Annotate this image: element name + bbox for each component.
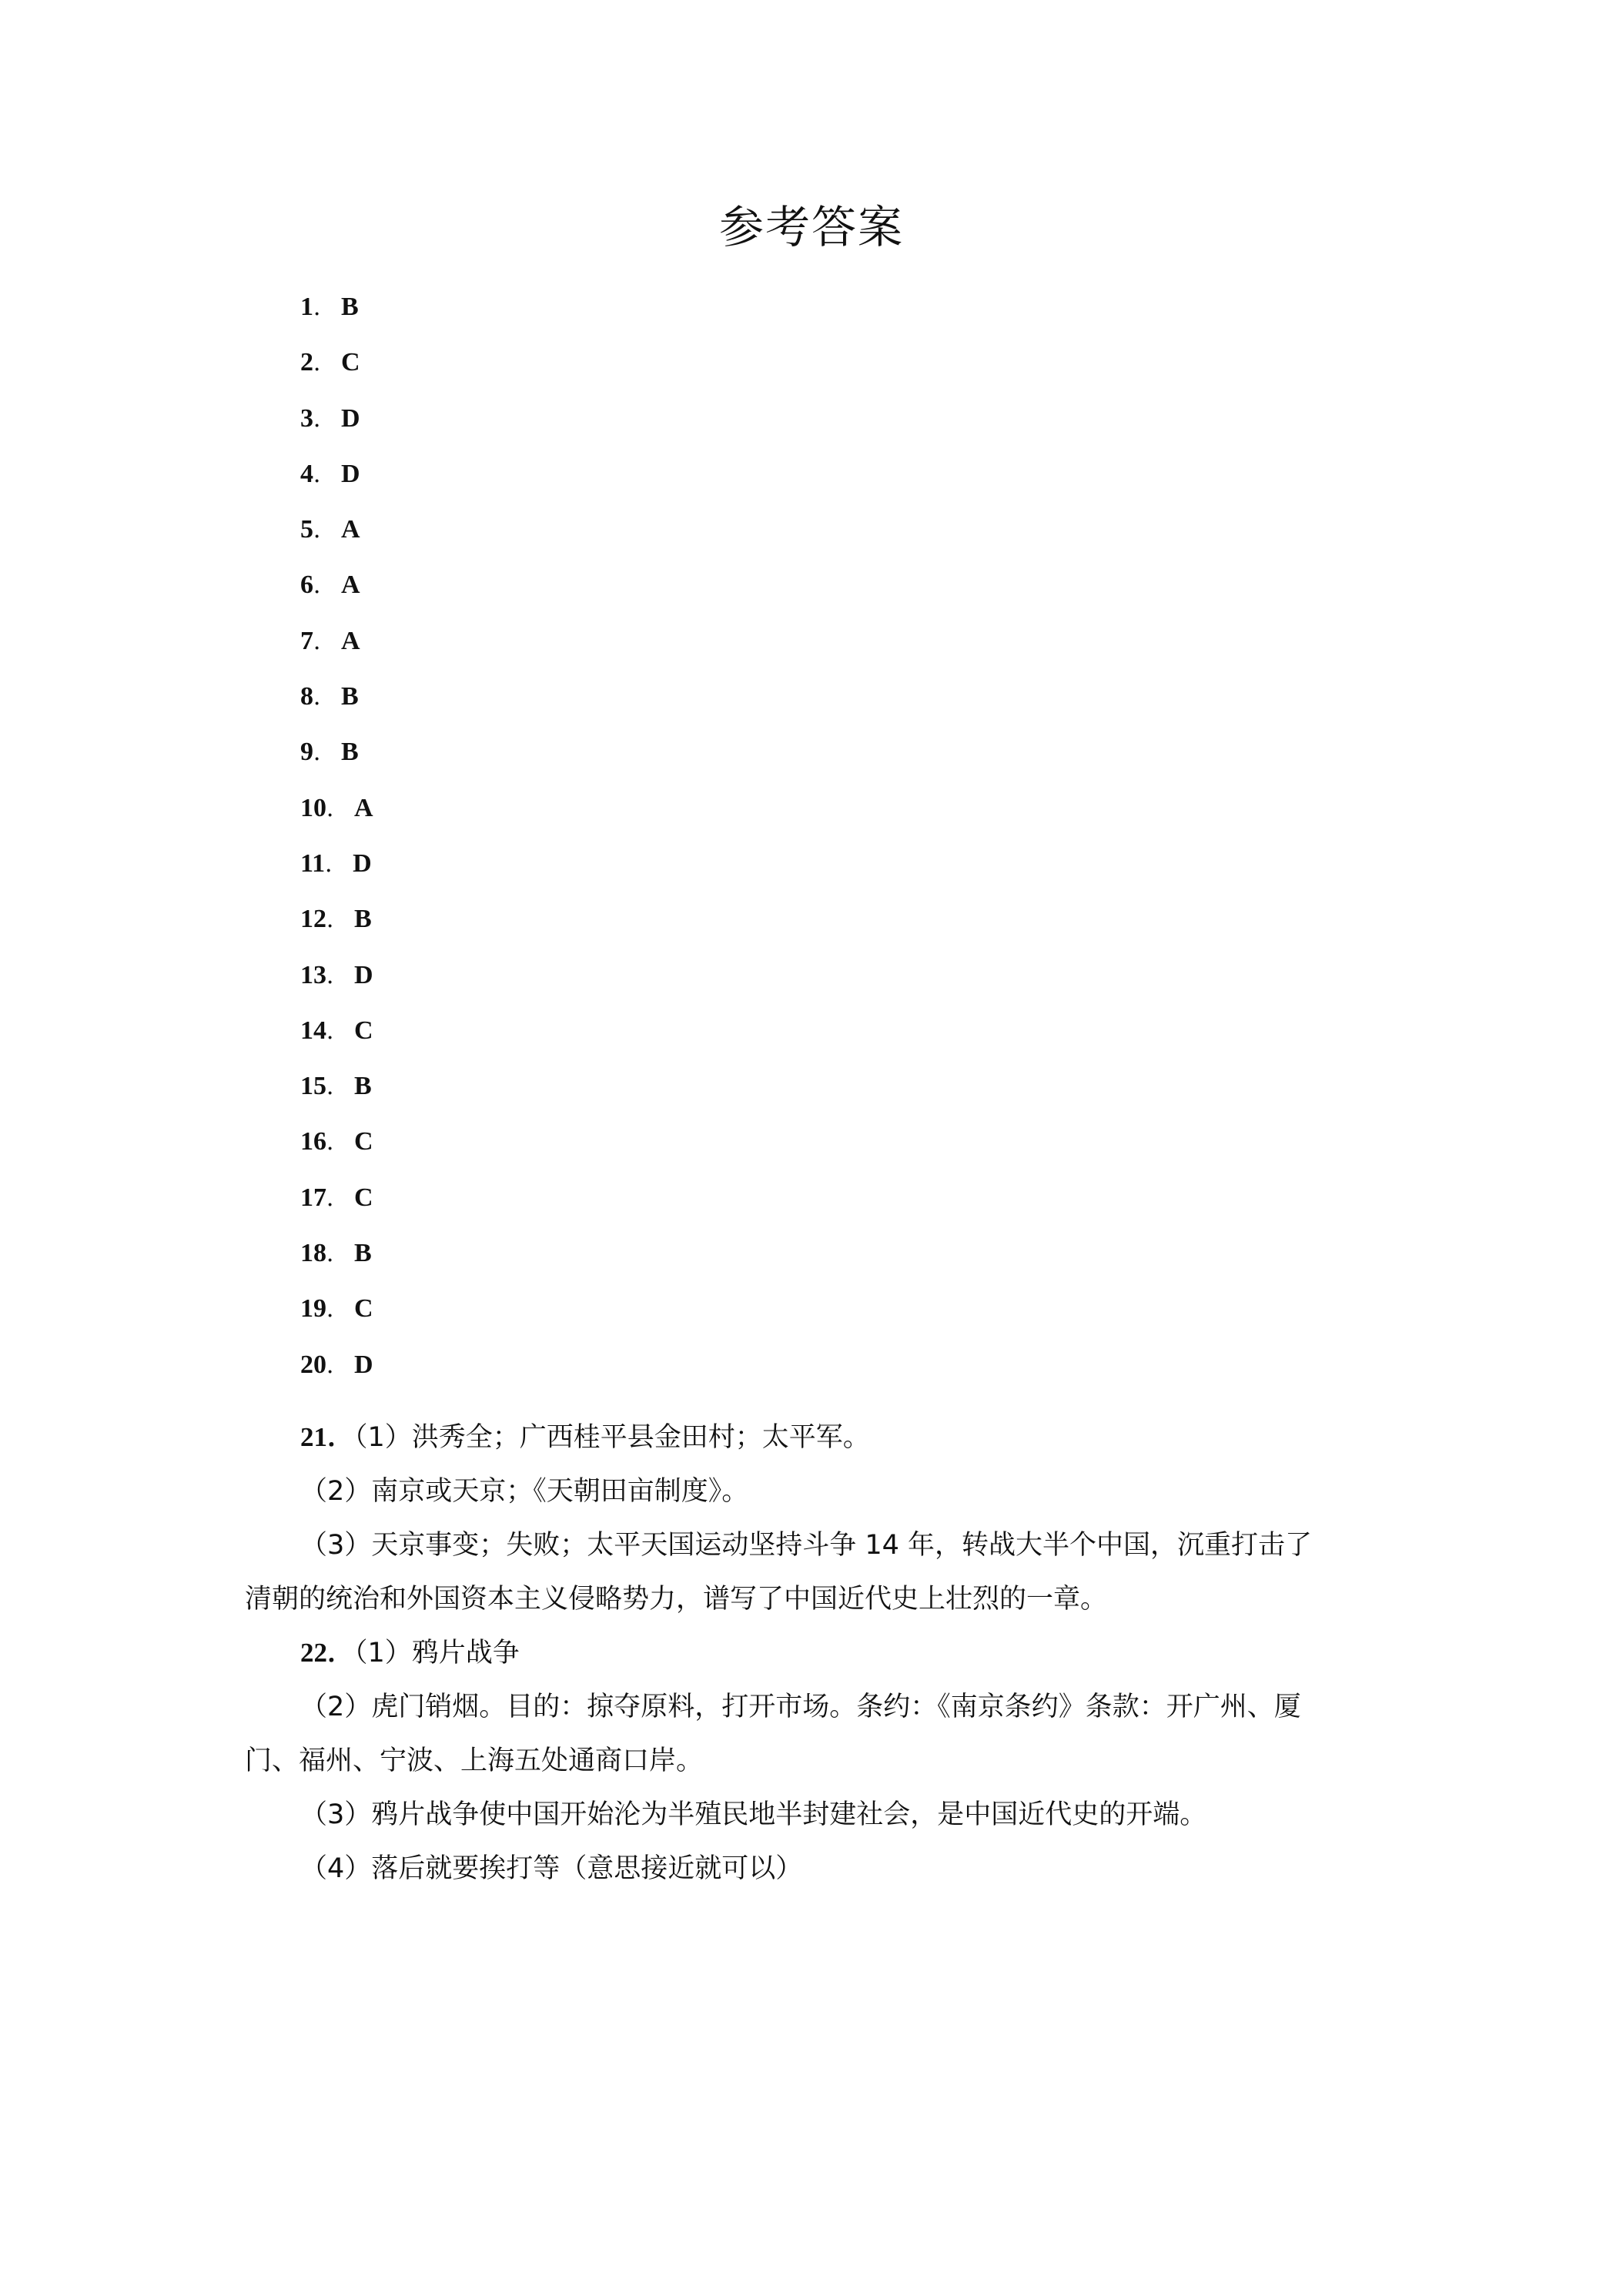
answer-letter: C xyxy=(354,1127,373,1156)
answer-number: 19 xyxy=(300,1294,326,1324)
answer-letter: D xyxy=(354,960,373,989)
answer-letter: B xyxy=(341,738,359,767)
q21-part3-line2: 清朝的统治和外国资本主义侵略势力，谱写了中国近代史上壮烈的一章。 xyxy=(245,1584,1108,1615)
answer-letter: B xyxy=(341,293,359,321)
answer-row xyxy=(300,1002,1378,1058)
q22-part3: （3）鸦片战争使中国开始沦为半殖民地半封建社会，是中国近代史的开端。 xyxy=(300,1799,1207,1830)
answer-separator: ． xyxy=(326,1129,350,1156)
answer-list xyxy=(300,279,1378,1392)
question-22 xyxy=(245,1626,1374,1896)
q21-part3-line1: （3）天京事变；失败；太平天国运动坚持斗争 14 年，转战大半个中国，沉重打击了 xyxy=(300,1530,1313,1561)
answer-separator: ． xyxy=(313,572,336,600)
answer-row xyxy=(300,613,1378,668)
answer-separator: ． xyxy=(326,1351,350,1379)
answer-row xyxy=(300,1280,1378,1336)
answer-row xyxy=(300,279,1378,334)
answer-separator: ． xyxy=(313,405,336,433)
answer-number: 5 xyxy=(300,515,313,544)
answer-number: 3 xyxy=(300,403,313,433)
q21-part1 xyxy=(245,1411,1374,1464)
answer-letter: D xyxy=(354,1350,373,1379)
answer-letter: D xyxy=(341,459,360,488)
answer-separator: ． xyxy=(313,517,336,544)
answer-letter: C xyxy=(354,1183,373,1212)
answer-letter: D xyxy=(341,403,360,433)
answer-row xyxy=(300,668,1378,724)
answer-letter: B xyxy=(341,682,359,711)
answer-row xyxy=(300,1337,1378,1392)
answer-number: 7 xyxy=(300,626,313,655)
answer-number: 12 xyxy=(300,905,326,934)
answer-separator: ． xyxy=(313,460,336,488)
answer-number: 14 xyxy=(300,1016,326,1045)
answer-letter: B xyxy=(354,1072,372,1101)
answer-separator: ． xyxy=(326,1240,350,1268)
page-title: 参考答案 xyxy=(718,201,904,253)
answer-number: 9 xyxy=(300,738,313,767)
q21-part1-text: （1）洪秀全；广西桂平县金田村；太平军。 xyxy=(354,1422,870,1453)
answer-row xyxy=(300,1225,1378,1280)
answer-number: 1 xyxy=(300,293,313,321)
answer-letter: C xyxy=(354,1294,373,1324)
q22-part2-line1: （2）虎门销烟。目的：掠夺原料，打开市场。条约：《南京条约》条款：开广州、厦 xyxy=(300,1692,1301,1722)
answer-letter: C xyxy=(341,348,360,377)
answer-separator: ． xyxy=(313,628,336,655)
answer-separator: ． xyxy=(326,1073,350,1101)
answer-separator: ． xyxy=(313,739,336,767)
answer-letter: B xyxy=(354,1239,372,1268)
answer-separator: ． xyxy=(325,850,349,878)
answer-number: 2 xyxy=(300,348,313,377)
answer-row xyxy=(300,891,1378,946)
answer-row xyxy=(300,947,1378,1002)
answer-number: 13 xyxy=(300,960,326,989)
answer-letter: C xyxy=(354,1016,373,1045)
answer-separator: ． xyxy=(313,294,336,321)
answer-separator: ． xyxy=(326,906,350,934)
answer-row xyxy=(300,724,1378,779)
answer-number: 15 xyxy=(300,1072,326,1101)
answer-number: 17 xyxy=(300,1183,326,1212)
question-21 xyxy=(245,1411,1374,1626)
answer-letter: B xyxy=(354,905,372,934)
answer-row xyxy=(300,1058,1378,1113)
q22-part1 xyxy=(245,1626,1374,1680)
q22-part4: （4）落后就要挨打等（意思接近就可以） xyxy=(300,1853,803,1884)
answer-row xyxy=(300,501,1378,557)
answer-separator: ． xyxy=(326,795,350,822)
answer-row xyxy=(300,557,1378,612)
answer-row xyxy=(300,390,1378,446)
answer-letter: A xyxy=(341,515,360,544)
answer-number: 11 xyxy=(300,848,326,878)
answer-separator: ． xyxy=(326,962,350,989)
answer-number: 10 xyxy=(300,793,326,822)
answer-separator: ． xyxy=(326,1296,350,1324)
answer-number: 8 xyxy=(300,682,313,711)
q22-part1-text: （1）鸦片战争 xyxy=(354,1638,520,1668)
answer-letter: A xyxy=(341,571,360,600)
answer-separator: ． xyxy=(313,350,336,377)
answer-row xyxy=(300,1170,1378,1225)
answer-number: 18 xyxy=(300,1239,326,1268)
answer-row xyxy=(300,780,1378,835)
answer-row xyxy=(300,334,1378,390)
answer-number: 6 xyxy=(300,571,313,600)
answer-row xyxy=(300,1113,1378,1169)
answer-row xyxy=(300,835,1378,891)
q21-number: 21． xyxy=(300,1422,355,1452)
answer-letter: A xyxy=(341,626,360,655)
q21-part2: （2）南京或天京；《天朝田亩制度》。 xyxy=(300,1476,749,1507)
q22-number: 22． xyxy=(300,1638,355,1668)
answer-row xyxy=(300,446,1378,501)
answer-number: 4 xyxy=(300,459,313,488)
answer-letter: D xyxy=(353,848,372,878)
q22-part2-line2: 门、福州、宁波、上海五处通商口岸。 xyxy=(245,1745,704,1776)
answer-letter: A xyxy=(354,793,373,822)
answer-separator: ． xyxy=(313,684,336,711)
answer-number: 16 xyxy=(300,1127,326,1156)
answer-separator: ． xyxy=(326,1017,350,1045)
answer-number: 20 xyxy=(300,1350,326,1379)
answer-separator: ． xyxy=(326,1184,350,1212)
